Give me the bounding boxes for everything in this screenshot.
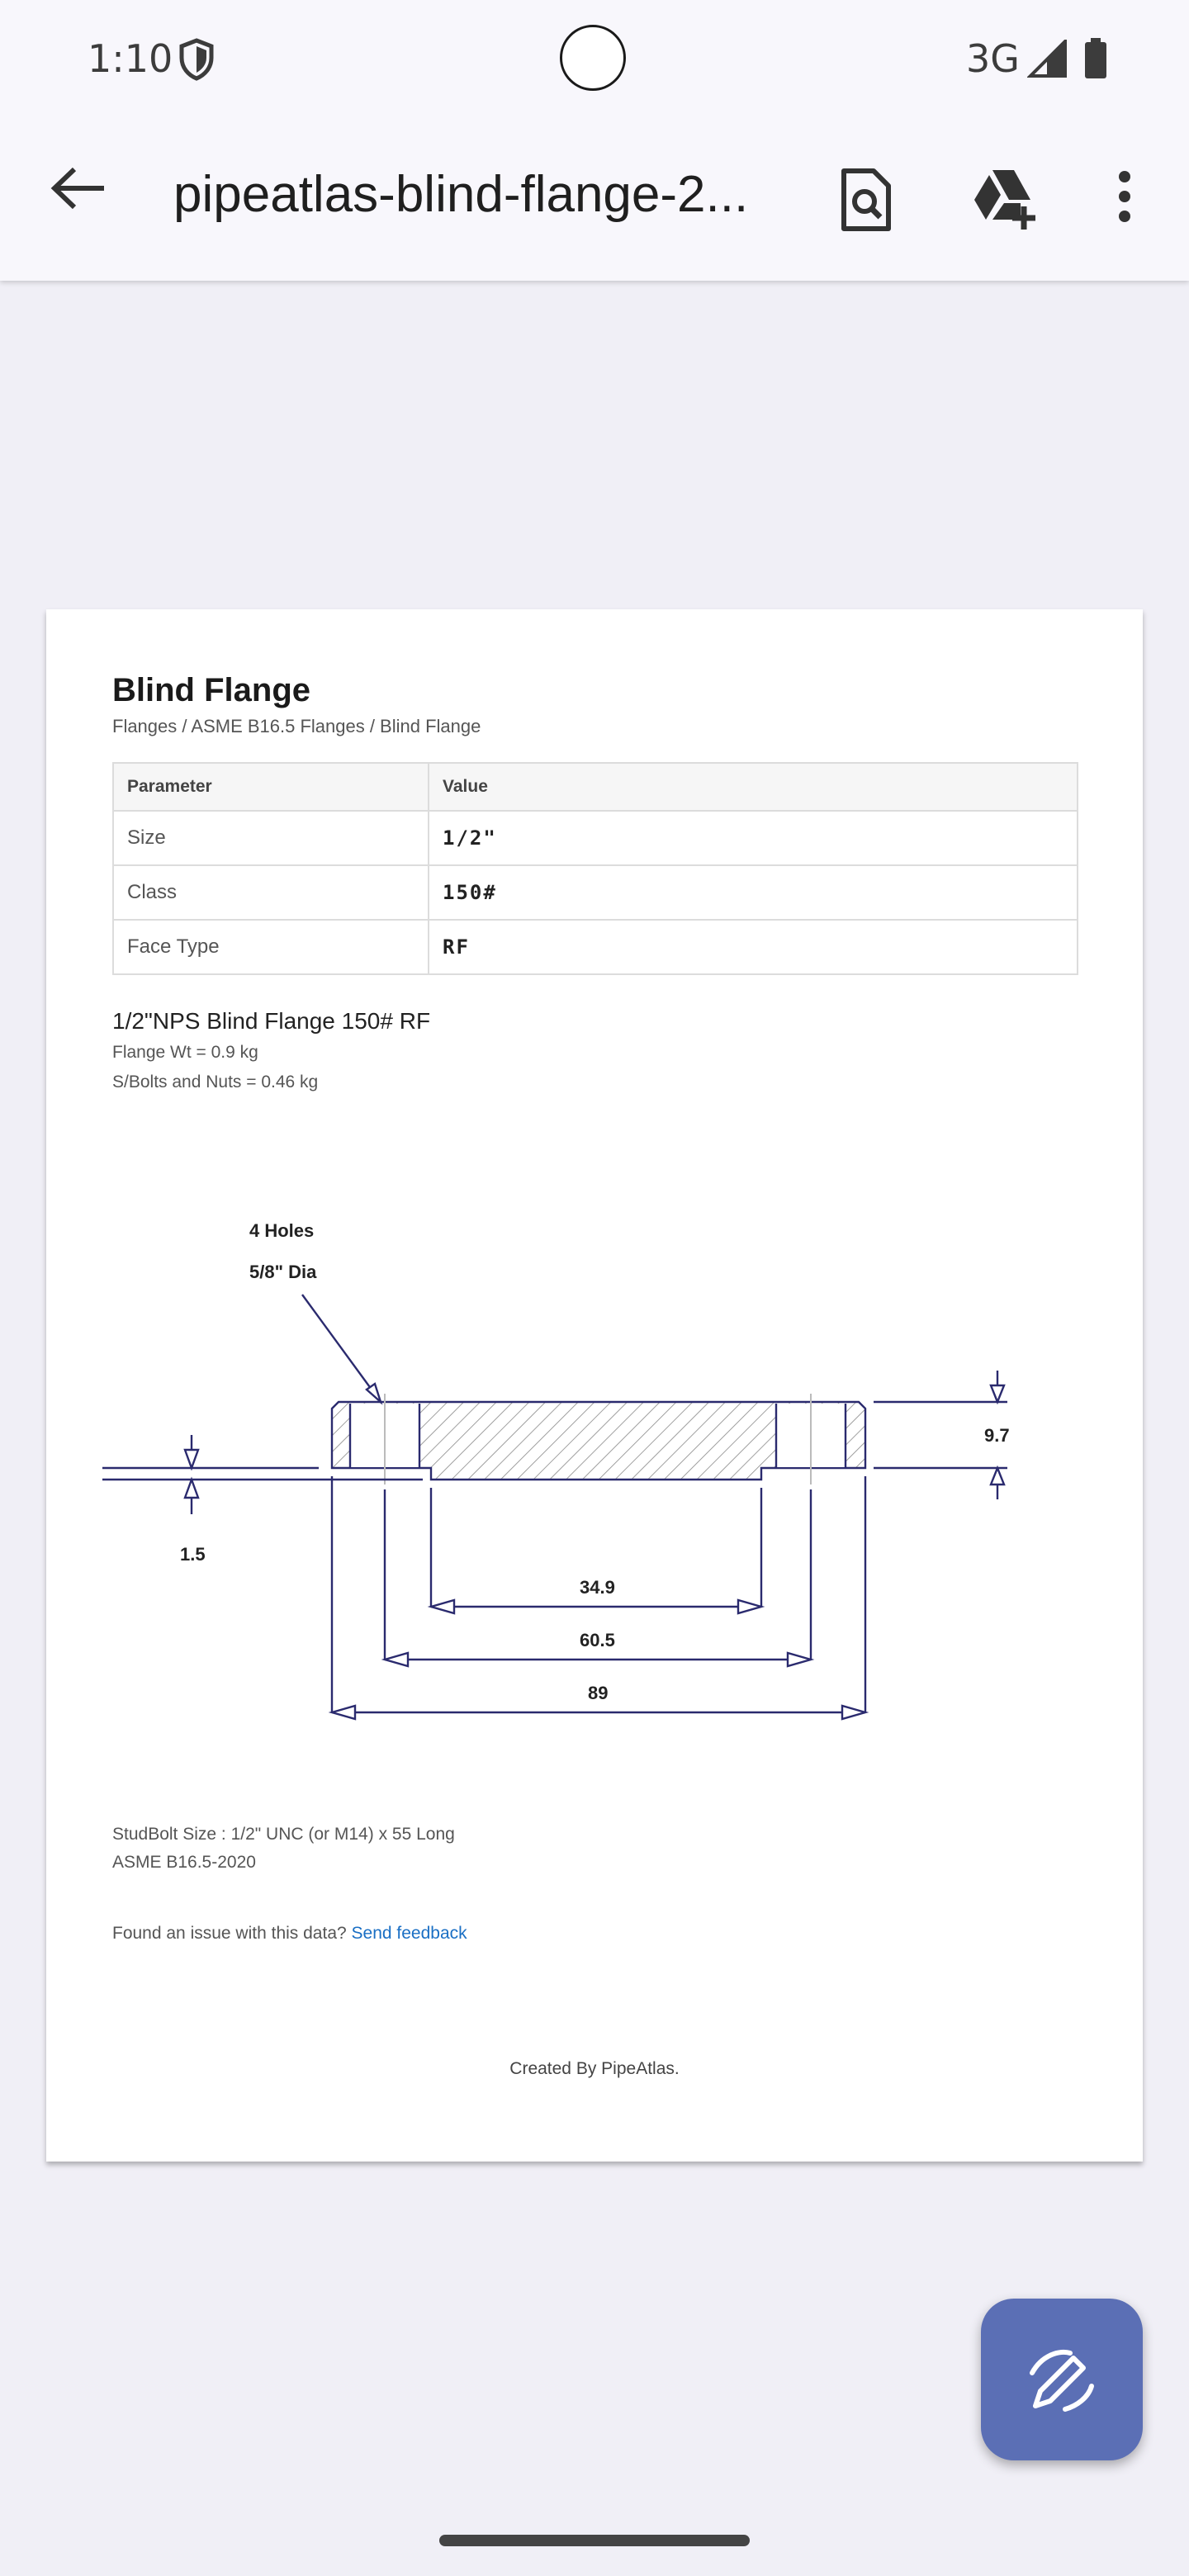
label-hole-dia: 5/8" Dia xyxy=(249,1262,317,1282)
battery-icon xyxy=(1083,38,1108,83)
value-class: 150# xyxy=(429,865,1078,920)
spec-title: 1/2"NPS Blind Flange 150# RF xyxy=(112,1008,431,1034)
label-outside-dia: 89 xyxy=(588,1683,609,1703)
feedback-prompt: Found an issue with this data? xyxy=(112,1924,347,1943)
breadcrumb: Flanges / ASME B16.5 Flanges / Blind Flange xyxy=(112,716,481,736)
signal-icon xyxy=(1027,40,1067,82)
standard: ASME B16.5-2020 xyxy=(112,1853,256,1872)
status-time: 1:10 xyxy=(88,36,173,81)
edit-fab-button[interactable] xyxy=(981,2299,1143,2460)
document-page xyxy=(46,609,1143,2162)
label-thickness: 9.7 xyxy=(984,1425,1010,1446)
value-face-type: RF xyxy=(429,920,1078,974)
save-to-drive-icon[interactable] xyxy=(971,167,1040,234)
send-feedback-link[interactable]: Send feedback xyxy=(351,1924,467,1943)
flange-weight: Flange Wt = 0.9 kg xyxy=(112,1043,258,1062)
network-type: 3G xyxy=(966,36,1020,81)
feedback-line xyxy=(112,1924,467,1944)
camera-cutout xyxy=(560,25,626,91)
header-parameter: Parameter xyxy=(113,763,429,811)
back-arrow-icon[interactable] xyxy=(50,167,106,214)
shield-icon xyxy=(178,38,215,85)
header-value: Value xyxy=(429,763,1078,811)
bolts-weight: S/Bolts and Nuts = 0.46 kg xyxy=(112,1073,319,1091)
home-gesture-handle[interactable] xyxy=(439,2535,750,2546)
label-holes: 4 Holes xyxy=(249,1220,315,1241)
studbolt-size: StudBolt Size : 1/2" UNC (or M14) x 55 Long xyxy=(112,1825,455,1844)
edit-pen-icon xyxy=(1027,2345,1097,2414)
created-by: Created By PipeAtlas. xyxy=(509,2059,680,2078)
param-class: Class xyxy=(113,865,429,920)
param-face-type: Face Type xyxy=(113,920,429,974)
value-size: 1/2" xyxy=(429,811,1078,865)
document-title: pipeatlas-blind-flange-2... xyxy=(173,166,749,223)
find-in-document-icon[interactable] xyxy=(839,168,892,235)
flange-drawing xyxy=(46,609,1143,1807)
label-raised-face: 1.5 xyxy=(180,1544,206,1565)
page-heading: Blind Flange xyxy=(112,672,310,708)
label-bolt-circle: 60.5 xyxy=(580,1630,615,1650)
top-bar xyxy=(0,0,1189,281)
label-raised-face-dia: 34.9 xyxy=(580,1577,615,1598)
more-options-icon[interactable] xyxy=(1116,170,1133,227)
param-size: Size xyxy=(113,811,429,865)
